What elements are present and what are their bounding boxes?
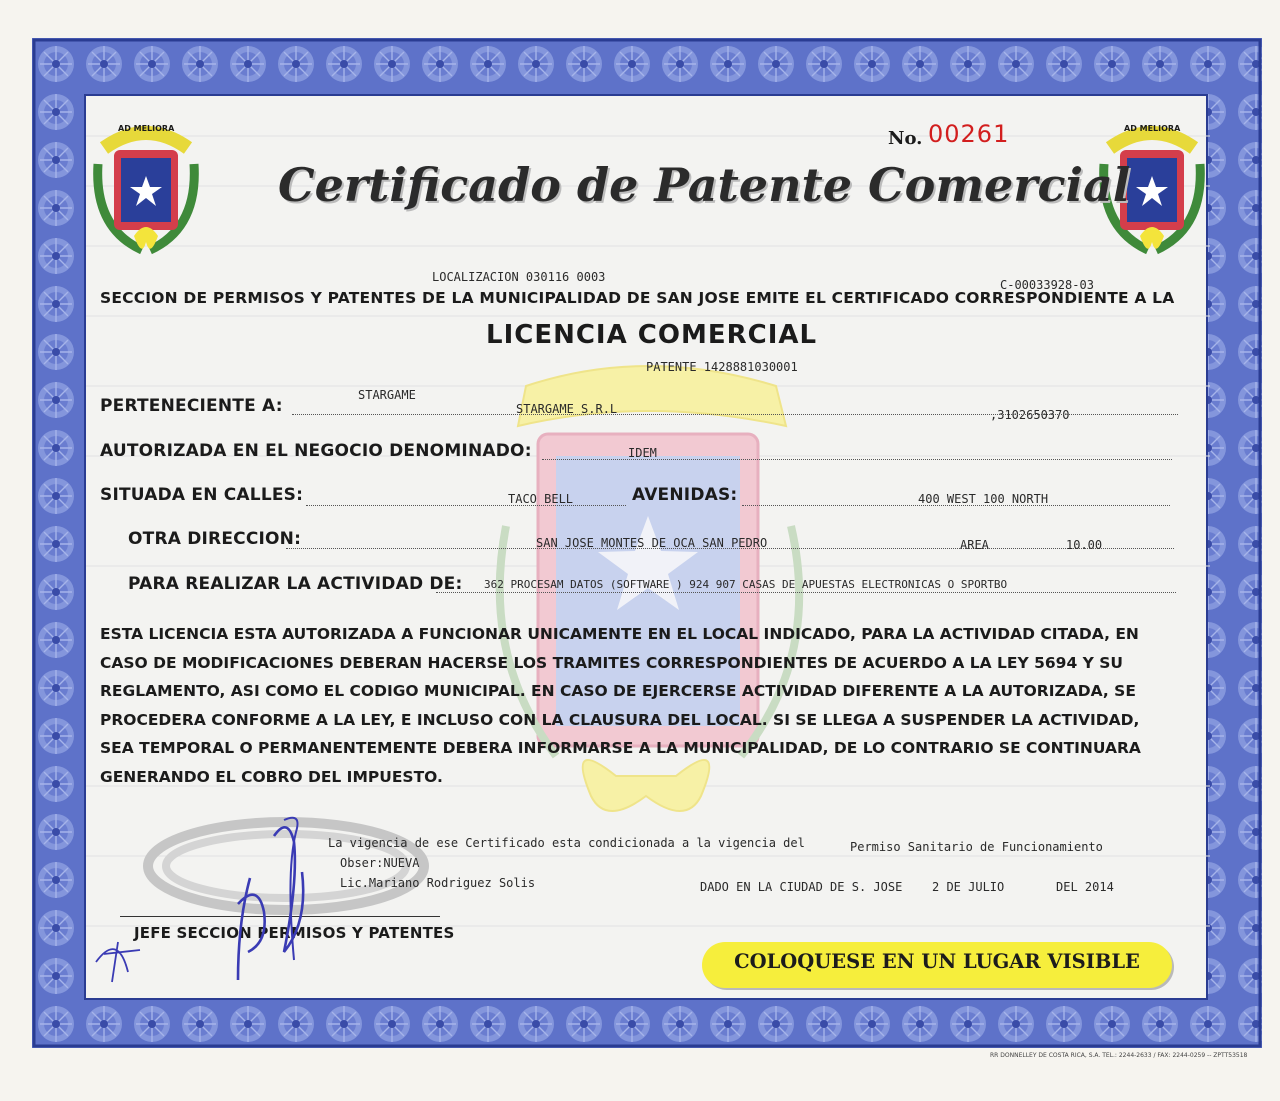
handwritten-signature	[88, 812, 328, 992]
calles-value: TACO BELL	[508, 492, 574, 506]
conditions-line-1: ESTA LICENCIA ESTA AUTORIZADA A FUNCIONAR UNICAMENTE EN EL LOCAL INDICADO, PARA LA ACTIVIDAD CITADA, EN	[100, 625, 1139, 643]
perteneciente-label: PERTENECIENTE A:	[100, 396, 283, 416]
calles-label: SITUADA EN CALLES:	[100, 485, 304, 505]
crest-right-motto: AD MELIORA	[1124, 124, 1181, 133]
visible-notice-text: COLOQUESE EN UN LUGAR VISIBLE	[734, 950, 1140, 973]
patente-number: PATENTE 1428881030001	[646, 360, 798, 374]
calles-line	[306, 505, 626, 506]
area-value: 10.00	[1066, 538, 1103, 552]
conditions-line-6: GENERANDO EL COBRO DEL IMPUESTO.	[100, 767, 443, 786]
jefe-label: JEFE SECCION PERMISOS Y PATENTES	[134, 924, 455, 942]
conditions-line-5: SEA TEMPORAL O PERMANENTEMENTE DEBERA INFORMARSE A LA MUNICIPALIDAD, DE LO CONTRARIO SE CONTINUARA	[100, 739, 1141, 757]
conditions-line-4: PROCEDERA CONFORME A LA LEY, E INCLUSO CON LA CLAUSURA DEL LOCAL. SI SE LLEGA A SUSPENDER LA ACTIVIDAD,	[100, 710, 1140, 729]
license-title: LICENCIA COMERCIAL	[486, 320, 818, 350]
localizacion: LOCALIZACION 030116 0003	[432, 270, 606, 284]
certificate-number-label: No.	[888, 128, 923, 149]
vigencia-text: La vigencia de ese Certificado esta condicionada a la vigencia del	[328, 836, 805, 850]
otra-direccion-value: SAN JOSE MONTES DE OCA SAN PEDRO	[536, 536, 768, 550]
certificate-number: 00261	[928, 120, 1010, 148]
date-year: DEL 2014	[1056, 880, 1114, 894]
conditions-line-3: REGLAMENTO, ASI COMO EL CODIGO MUNICIPAL. EN CASO DE EJERCERSE ACTIVIDAD DIFERENTE A LA AUTORIZADA, SE	[100, 682, 1136, 700]
otra-direccion-line	[286, 548, 1174, 549]
signer-name: Lic.Mariano Rodriguez Solis	[340, 876, 536, 890]
otra-direccion-label: OTRA DIRECCION:	[128, 529, 302, 549]
actividad-label: PARA REALIZAR LA ACTIVIDAD DE:	[128, 574, 463, 594]
printer-imprint: RR DONNELLEY DE COSTA RICA, S.A. TEL.: 2244-2633 / FAX: 2244-0259 -- ZPTT53518	[990, 1052, 1248, 1059]
conditions-line-2: CASO DE MODIFICACIONES DEBERAN HACERSE LOS TRAMITES CORRESPONDIENTES DE ACUERDO A LA LEY 5694 Y SU	[100, 653, 1124, 672]
area-label: AREA	[960, 538, 989, 552]
negocio-value: IDEM	[628, 446, 657, 460]
permiso-text: Permiso Sanitario de Funcionamiento	[850, 840, 1103, 854]
dado-en-text: DADO EN LA CIUDAD DE S. JOSE	[700, 880, 903, 894]
negocio-label: AUTORIZADA EN EL NEGOCIO DENOMINADO:	[100, 441, 532, 461]
actividad-line	[436, 592, 1176, 593]
certificate-title: Certificado de Patente Comercial	[278, 158, 1131, 212]
negocio-line	[542, 459, 1172, 460]
obser-text: Obser:NUEVA	[340, 856, 420, 870]
perteneciente-company: STARGAME S.R.L	[516, 402, 618, 416]
actividad-value: 362 PROCESAM DATOS (SOFTWARE ) 924 907 CASAS DE APUESTAS ELECTRONICAS O SPORTBO	[484, 578, 1008, 591]
crest-left-motto: AD MELIORA	[118, 124, 175, 133]
avenidas-line	[742, 505, 1170, 506]
perteneciente-line	[292, 414, 1178, 415]
avenidas-label: AVENIDAS:	[632, 485, 738, 505]
perteneciente-id: ,3102650370	[990, 408, 1070, 422]
crest-left-icon	[90, 118, 202, 260]
conditions-paragraph	[100, 620, 1176, 791]
date-day: 2 DE JULIO	[932, 880, 1005, 894]
avenidas-value: 400 WEST 100 NORTH	[918, 492, 1049, 506]
intro-text: SECCION DE PERMISOS Y PATENTES DE LA MUNICIPALIDAD DE SAN JOSE EMITE EL CERTIFICADO CORRESPONDIENTE A LA	[100, 289, 1175, 307]
perteneciente-name: STARGAME	[358, 388, 416, 402]
certificate-code: C-00033928-03	[1000, 278, 1094, 292]
